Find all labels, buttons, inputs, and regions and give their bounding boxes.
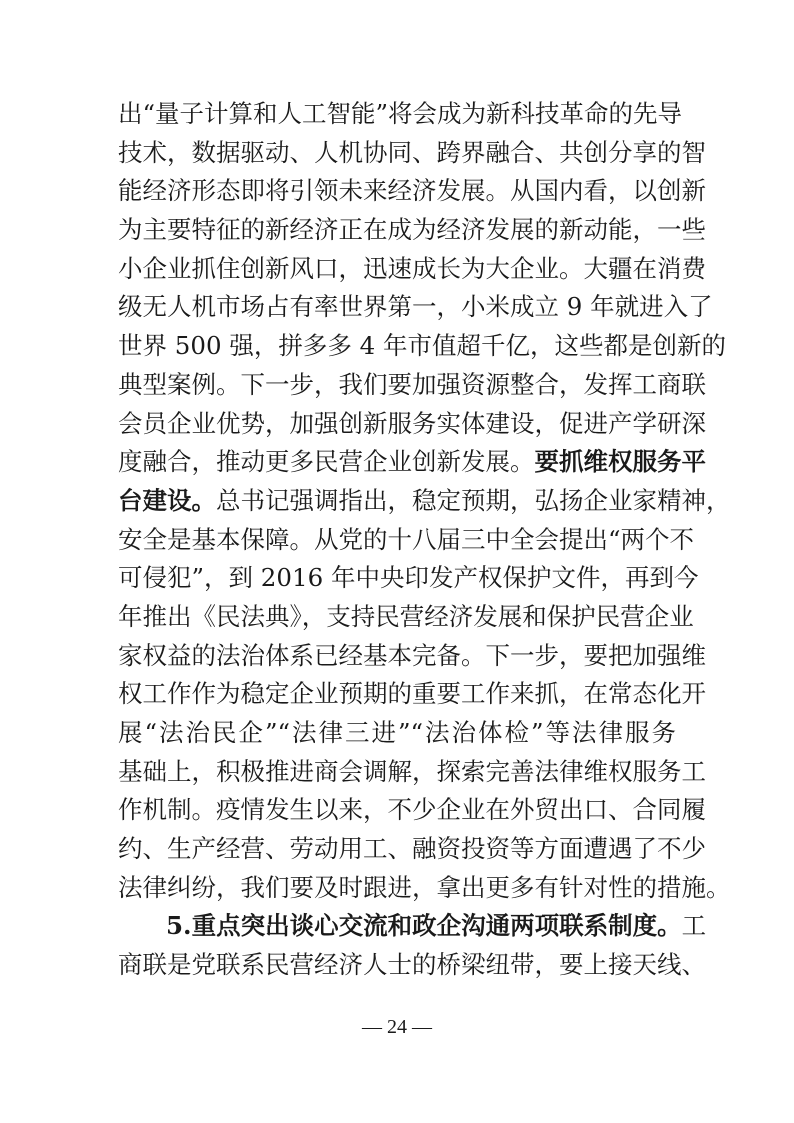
text-line: 家权益的法治体系已经基本完备。下一步，要把加强维 [118, 640, 706, 670]
body-text [0, 95, 794, 985]
text-normal: 工 [681, 911, 707, 941]
text-line: 作机制。疫情发生以来，不少企业在外贸出口、合同履 [118, 795, 706, 825]
text-line: 典型案例。下一步，我们要加强资源整合，发挥工商联 [118, 369, 706, 399]
text-line: 商联是党联系民营经济人士的桥梁纽带，要上接天线、 [118, 950, 706, 980]
text-line: 能经济形态即将引领未来经济发展。从国内看，以创新 [118, 176, 706, 206]
text-line: 出“量子计算和人工智能”将会成为新科技革命的先导 [118, 99, 683, 128]
text-line: 权工作作为稳定企业预期的重要工作来抓，在常态化开 [118, 679, 706, 709]
section-heading: 5.重点突出谈心交流和政企沟通两项联系制度。 [166, 911, 682, 941]
text-line [118, 482, 731, 521]
text-normal: 度融合，推动更多民营企业创新发展。 [118, 447, 535, 477]
text-line: 展“法治民企”“法律三进”“法治体检”等法律服务 [118, 718, 676, 747]
bold-heading: 要抓维权服务平 [534, 447, 706, 477]
text-line: 世界 500 强，拼多多 4 年市值超千亿，这些都是创新的 [118, 331, 726, 361]
section-heading-line [166, 907, 707, 946]
text-line: 安全是基本保障。从党的十八届三中全会提出“两个不 [118, 524, 695, 554]
bold-heading: 台建设。 [118, 485, 216, 515]
text-line: 级无人机市场占有率世界第一，小米成立 9 年就进入了 [118, 292, 713, 322]
text-line [118, 443, 706, 482]
text-line: 为主要特征的新经济正在成为经济发展的新动能，一些 [118, 215, 706, 245]
page-number: — 24 — [362, 1016, 432, 1038]
text-line: 基础上，积极推进商会调解，探索完善法律维权服务工 [118, 756, 706, 786]
text-line: 技术，数据驱动、人机协同、跨界融合、共创分享的智 [118, 137, 706, 167]
text-normal: 总书记强调指出，稳定预期，弘扬企业家精神， [216, 485, 731, 515]
text-line: 法律纠纷，我们要及时跟进，拿出更多有针对性的措施。 [118, 872, 731, 902]
text-line: 可侵犯”，到 2016 年中央印发产权保护文件，再到今 [118, 563, 699, 593]
text-line: 约、生产经营、劳动用工、融资投资等方面遭遇了不少 [118, 834, 706, 864]
text-line: 年推出《民法典》，支持民营经济发展和保护民营企业 [118, 601, 694, 631]
text-line: 会员企业优势，加强创新服务实体建设，促进产学研深 [118, 408, 706, 438]
text-line: 小企业抓住创新风口，迅速成长为大企业。大疆在消费 [118, 253, 706, 283]
